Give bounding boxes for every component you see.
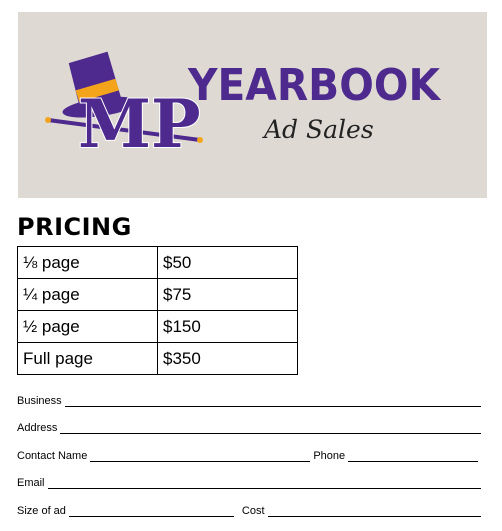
email-label: Email [17,477,45,489]
logo-subtitle: Ad Sales [264,115,374,144]
table-row [18,279,298,311]
cost-label: Cost [241,505,265,517]
table-row [18,311,298,343]
business-line [17,395,484,407]
size-cost-line [17,505,484,517]
ad-price-cell: $350 [158,343,298,375]
table-row [18,247,298,279]
email-field[interactable] [48,478,481,489]
address-label: Address [17,422,58,434]
business-field[interactable] [65,396,481,407]
logo-monogram: MP [78,85,201,163]
cost-field[interactable] [268,506,481,517]
pricing-table [17,246,298,375]
address-line [17,422,484,434]
table-row [18,343,298,375]
ad-price-cell: $150 [158,311,298,343]
ad-price-cell: $50 [158,247,298,279]
ad-price-cell: $75 [158,279,298,311]
contact-name-field[interactable] [90,451,310,462]
size-of-ad-label: Size of ad [17,505,66,517]
yearbook-logo [18,12,487,198]
logo-title: YEARBOOK [187,60,442,111]
address-field[interactable] [60,423,481,434]
ad-size-cell: ⅛ page [18,247,158,279]
email-line [17,477,484,489]
contact-name-label: Contact Name [17,450,88,462]
ad-size-cell: ¼ page [18,279,158,311]
phone-field[interactable] [348,451,478,462]
ad-size-cell: ½ page [18,311,158,343]
pricing-heading: PRICING [17,213,132,241]
size-of-ad-field[interactable] [69,506,234,517]
contact-line [17,450,484,462]
phone-label: Phone [313,450,346,462]
cane-tip-icon [45,117,51,123]
business-label: Business [17,395,62,407]
logo-banner [18,12,487,198]
ad-size-cell: Full page [18,343,158,375]
